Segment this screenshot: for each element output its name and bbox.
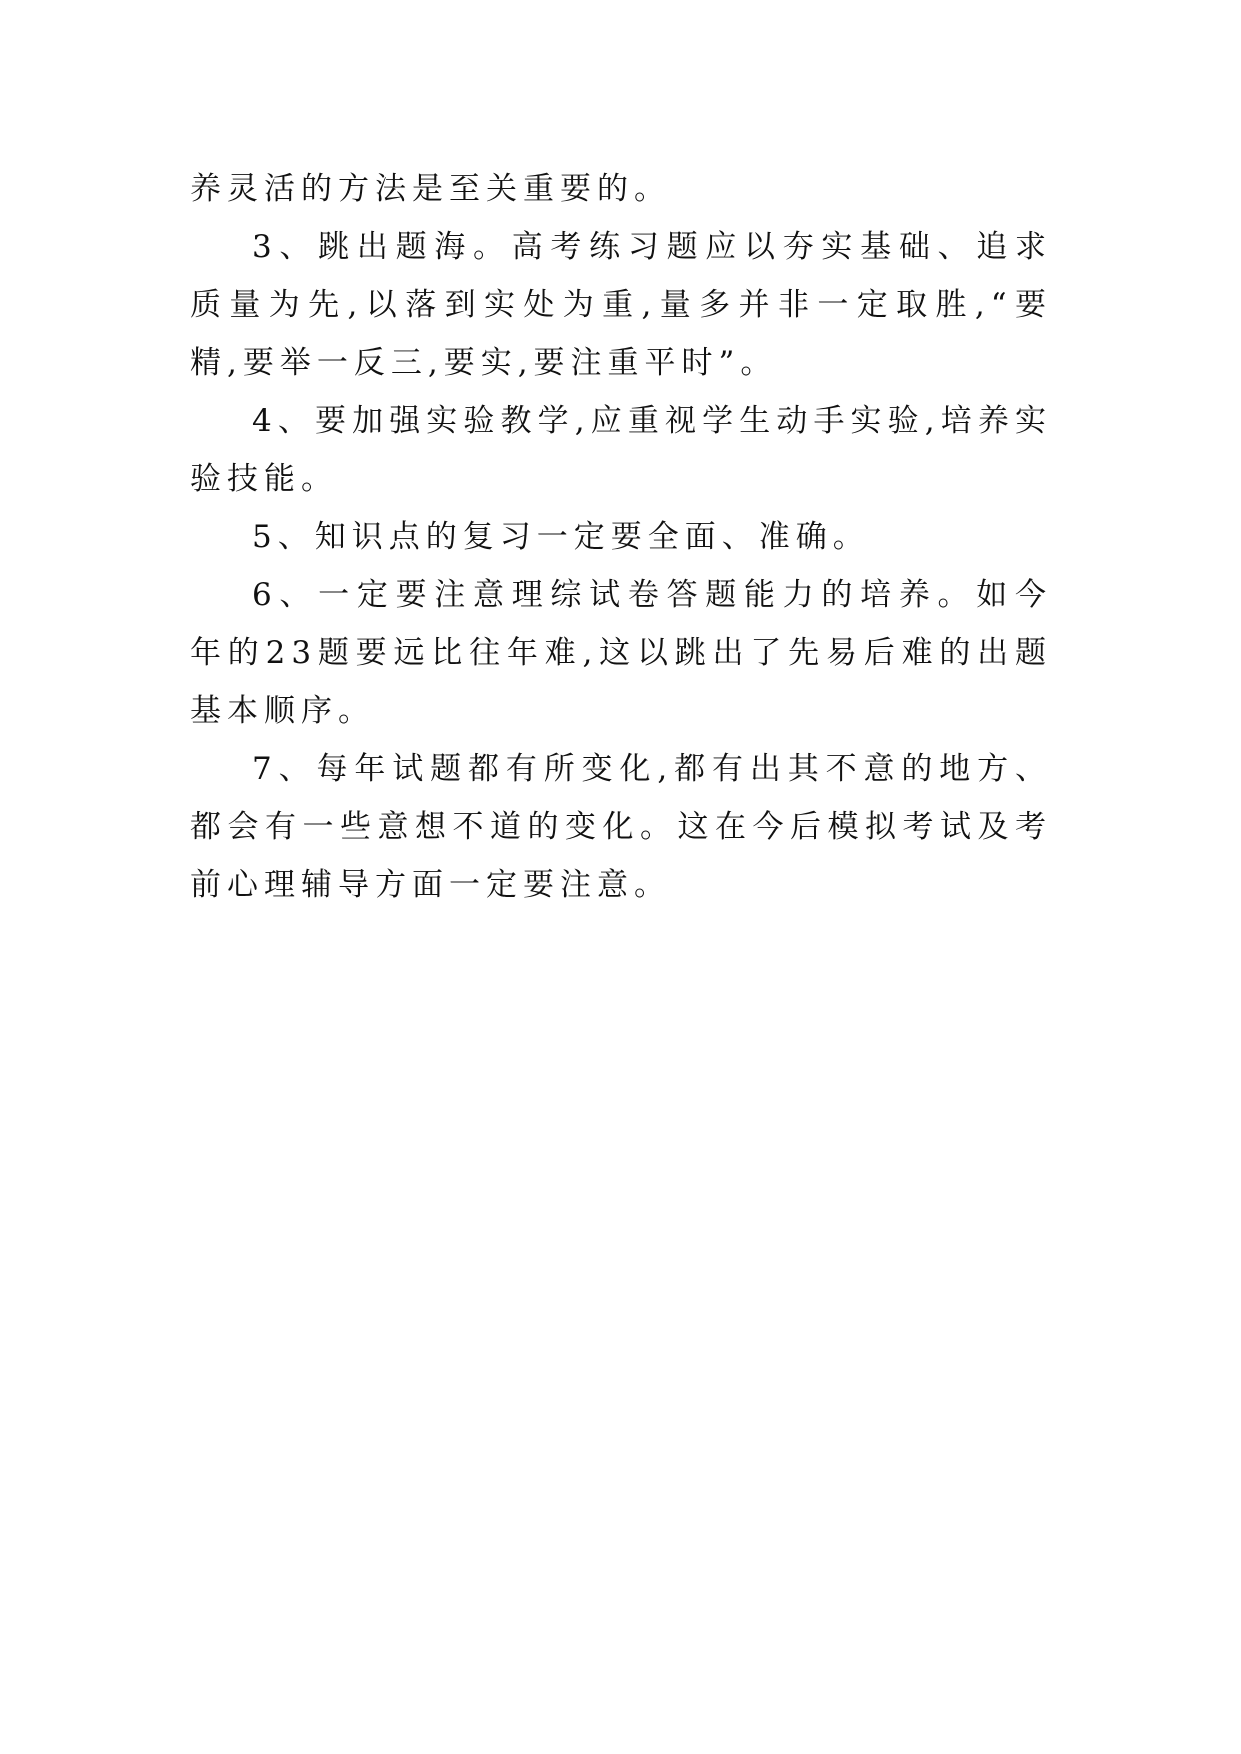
paragraph-item-5: 5、知识点的复习一定要全面、准确。 [252,519,870,555]
paragraph-item-3: 3、跳出题海。高考练习题应以夯实基础、追求质量为先,以落到实处为重,量多并非一定取胜,“要精,要举一反三,要实,要注重平时”。 [190,229,1052,381]
paragraph-item-4: 4、要加强实验教学,应重视学生动手实验,培养实验技能。 [190,403,1052,497]
paragraph-item-7: 7、每年试题都有所变化,都有出其不意的地方、都会有一些意想不道的变化。这在今后模拟考试及考前心理辅导方面一定要注意。 [190,751,1052,903]
paragraph-item-6: 6、一定要注意理综试卷答题能力的培养。如今年的23题要远比往年难,这以跳出了先易后难的出题基本顺序。 [190,577,1052,729]
paragraph-continuation: 养灵活的方法是至关重要的。 [190,171,671,207]
document-body [190,160,1052,914]
